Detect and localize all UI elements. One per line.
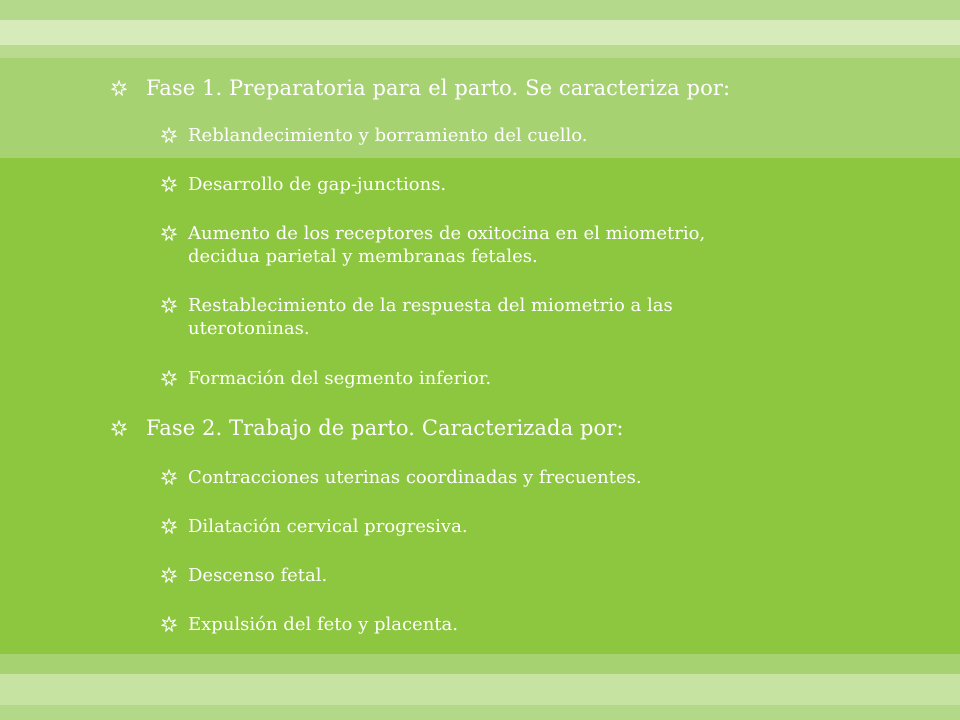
bullet-text: Descenso fetal. xyxy=(188,565,328,586)
bullet-text: Reblandecimiento y borramiento del cuello. xyxy=(188,125,588,146)
bullet-item-fase-2 xyxy=(111,416,624,441)
bullet-text: Fase 2. Trabajo de parto. Caracterizada por: xyxy=(146,416,624,440)
bullet-item-fase-1 xyxy=(111,76,730,101)
starburst-icon xyxy=(111,80,129,98)
bullet-text: Desarrollo de gap-junctions. xyxy=(188,174,447,195)
bullet-text: Dilatación cervical progresiva. xyxy=(188,516,468,537)
starburst-icon xyxy=(161,616,179,634)
starburst-icon xyxy=(161,297,179,315)
starburst-icon xyxy=(161,176,179,194)
bullet-text: Restablecimiento de la respuesta del miometrio a las uterotoninas. xyxy=(188,295,673,339)
bullet-text: Aumento de los receptores de oxitocina en el miometrio, decidua parietal y membranas fetales. xyxy=(188,223,706,267)
starburst-icon xyxy=(161,469,179,487)
bullet-text: Formación del segmento inferior. xyxy=(188,368,492,389)
starburst-icon xyxy=(161,567,179,585)
sub-bullet-item xyxy=(161,613,861,636)
bullet-text: Fase 1. Preparatoria para el parto. Se caracteriza por: xyxy=(146,76,731,100)
starburst-icon xyxy=(111,420,129,438)
sub-bullet-item xyxy=(161,124,861,147)
starburst-icon xyxy=(161,225,179,243)
starburst-icon xyxy=(161,518,179,536)
starburst-icon xyxy=(161,127,179,145)
starburst-icon xyxy=(161,370,179,388)
bullet-text: Contracciones uterinas coordinadas y frecuentes. xyxy=(188,467,642,488)
sub-bullet-item xyxy=(161,294,861,340)
sub-bullet-item xyxy=(161,222,861,268)
bullet-text: Expulsión del feto y placenta. xyxy=(188,614,458,635)
sub-bullet-item xyxy=(161,466,861,489)
sub-bullet-item xyxy=(161,367,861,390)
sub-bullet-item xyxy=(161,564,861,587)
sub-bullet-item xyxy=(161,173,861,196)
sub-bullet-item xyxy=(161,515,861,538)
